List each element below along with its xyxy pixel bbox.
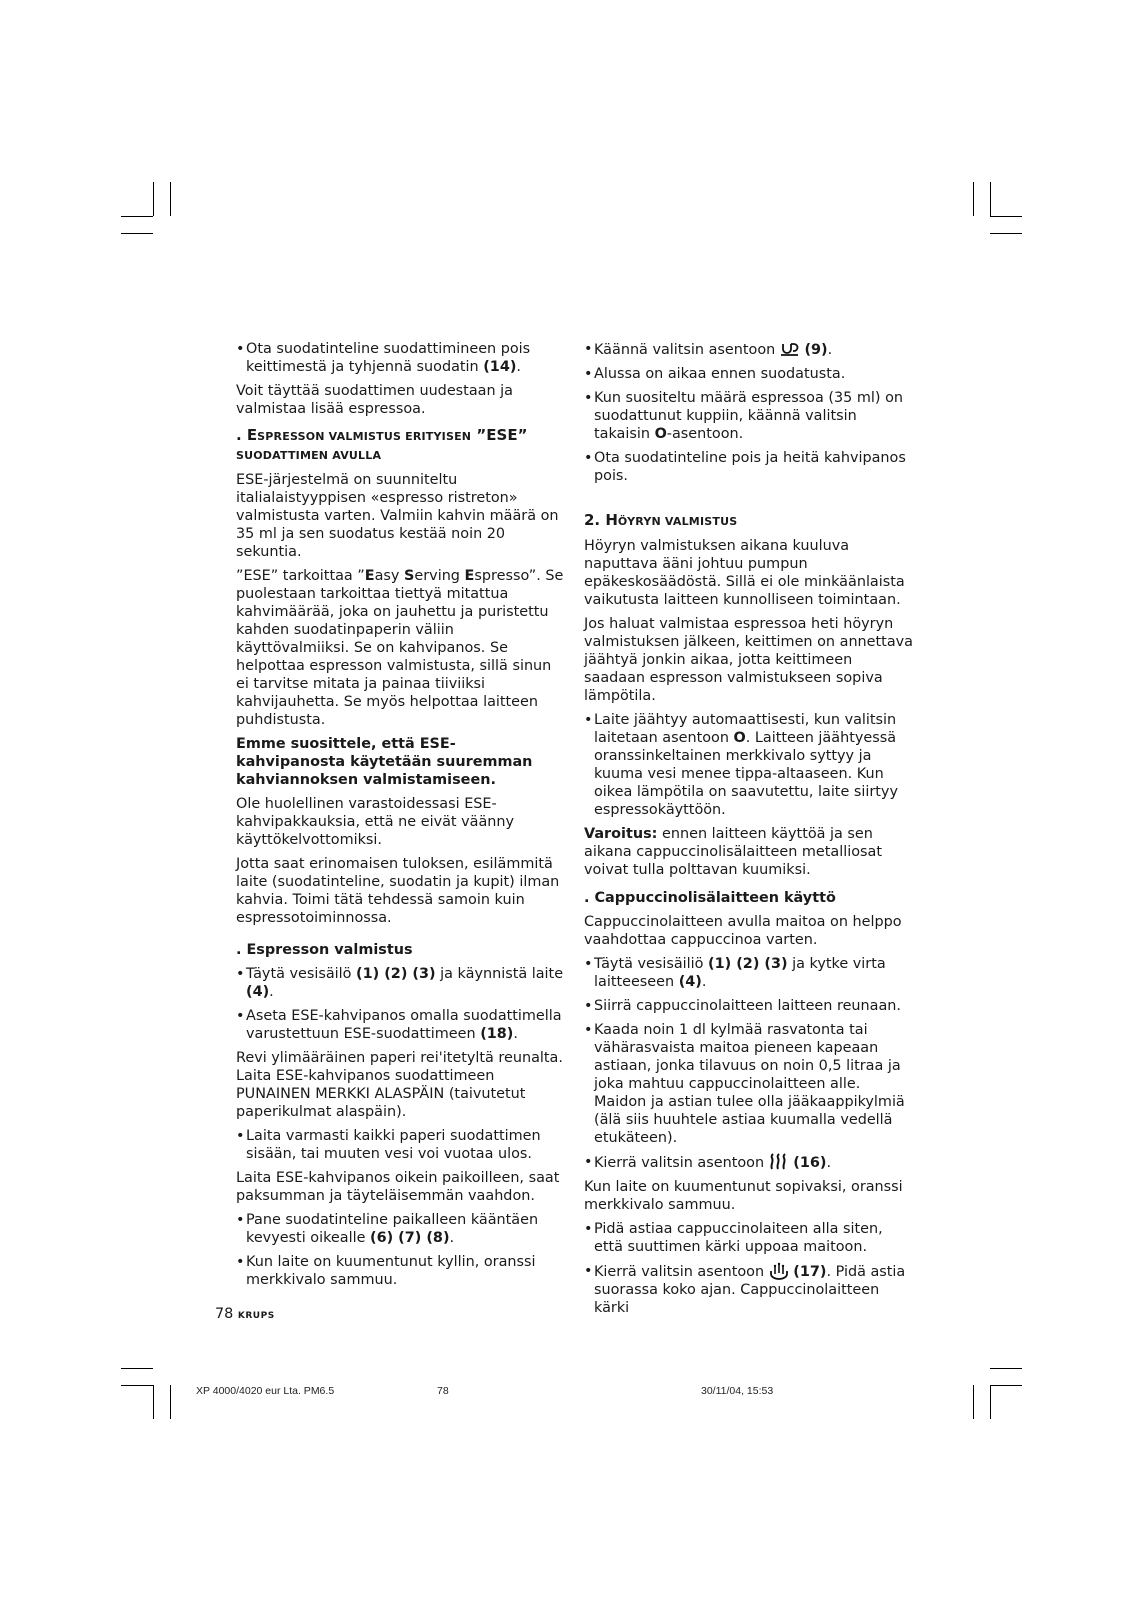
crop-mark xyxy=(153,1385,154,1419)
crop-mark xyxy=(973,182,974,216)
list-item: • Siirrä cappuccinolaitteen laitteen reunaan. xyxy=(584,998,902,1014)
section-heading: . ESPRESSON VALMISTUS ERITYISEN ”ESE” SUODATTIMEN AVULLA xyxy=(236,426,528,462)
crop-mark xyxy=(990,1368,1022,1369)
list-item: • Kaada noin 1 dl kylmää rasvatonta tai vähärasvaista maitoa pieneen kapeaan astiaan, jonka tilavuus on noin 0,5 litraa ja joka mahtuu cappuccinolaitteen alle. Maidon ja astian tulee olla jääkaappikylmiä (älä siis huuhtele astiaa kuumalla vedellä etukäteen). xyxy=(584,1022,905,1146)
paragraph: ESE-järjestelmä on suunniteltu italialaistyyppisen «espresso ristreton» valmistusta varten. Valmiin kahvin määrä on 35 ml ja sen suodatus kestää noin 20 sekuntia. xyxy=(236,472,559,560)
paragraph: ”ESE” tarkoittaa ”Easy Serving Espresso”. Se puolestaan tarkoittaa tiettyä mitattua kahvimäärää, joka on jauhettu ja puristettu kahden suodatinpaperin väliin käyttövalmiiksi. Se on kahvipanos. Se helpottaa espresson valmistusta, sillä sinun ei tarvitse mitata ja painaa tiiviiksi kahvijauhetta. Se myös helpottaa laitteen puhdistusta. xyxy=(236,568,564,728)
paragraph: Cappuccinolaitteen avulla maitoa on helppo vaahdottaa cappuccinoa varten. xyxy=(584,914,902,948)
list-item: • Kierrä valitsin asentoon (17). Pidä astia suorassa koko ajan. Cappuccinolaitteen kärki xyxy=(584,1263,906,1316)
crop-mark xyxy=(121,1368,153,1369)
list-item: • Täytä vesisäiliö (1) (2) (3) ja kytke virta laitteeseen (4). xyxy=(584,956,886,990)
section-heading: . Cappuccinolisälaitteen käyttö xyxy=(584,890,836,906)
list-item: • Laite jäähtyy automaattisesti, kun valitsin laitetaan asentoon O. Laitteen jäähtyessä oranssinkeltainen merkkivalo syttyy ja kuuma vesi menee tippa-altaaseen. Kun oikea lämpötila on saavutettu, laite siirtyy espressokäyttöön. xyxy=(584,712,898,818)
paragraph: Höyryn valmistuksen aikana kuuluva naputtava ääni johtuu pumpun epäkeskosäädöstä. Sillä ei ole minkäänlaista vaikutusta laitteen kunnolliseen toimintaan. xyxy=(584,538,905,608)
list-item: • Aseta ESE-kahvipanos omalla suodattimella varustettuun ESE-suodattimeen (18). xyxy=(236,1008,562,1042)
crop-mark xyxy=(170,182,171,216)
section-heading: 2. HÖYRYN VALMISTUS xyxy=(584,511,738,529)
footer-file-name: XP 4000/4020 eur Lta. PM6.5 xyxy=(196,1385,335,1397)
espresso-setting-icon xyxy=(780,340,800,358)
crop-mark xyxy=(121,1385,153,1386)
list-item: • Pane suodatinteline paikalleen kääntäen kevyesti oikealle (6) (7) (8). xyxy=(236,1212,539,1246)
paragraph: Revi ylimääräinen paperi rei'itetyltä reunalta. Laita ESE-kahvipanos suodattimeen PUNAINEN MERKKI ALASPÄIN (taivutetut paperikulmat alaspäin). xyxy=(236,1050,563,1120)
crop-mark xyxy=(973,1385,974,1419)
paragraph: Voit täyttää suodattimen uudestaan ja valmistaa lisää espressoa. xyxy=(236,383,513,417)
brand-name: KRUPS xyxy=(237,1311,275,1321)
warning-paragraph: Varoitus: ennen laitteen käyttöä ja sen aikana cappuccinolisälaitteen metalliosat voivat tulla polttavan kuumiksi. xyxy=(584,826,883,878)
list-item: • Ota suodatinteline pois ja heitä kahvipanos pois. xyxy=(584,450,906,484)
section-heading: . Espresson valmistus xyxy=(236,942,413,958)
list-item: • Alussa on aikaa ennen suodatusta. xyxy=(584,366,846,382)
list-item: • Käännä valitsin asentoon (9). xyxy=(584,341,833,358)
crop-mark xyxy=(153,182,154,216)
crop-mark xyxy=(121,216,153,217)
crop-mark xyxy=(990,1385,991,1419)
crop-mark xyxy=(990,233,1022,234)
left-column xyxy=(236,340,564,1295)
list-item: • Ota suodatinteline suodattimineen pois keittimestä ja tyhjennä suodatin (14). xyxy=(236,341,531,375)
list-item: • Laita varmasti kaikki paperi suodattimen sisään, tai muuten vesi voi vuotaa ulos. xyxy=(236,1128,541,1162)
crop-mark xyxy=(990,216,1022,217)
paragraph: Jos haluat valmistaa espressoa heti höyryn valmistuksen jälkeen, keittimen on annettava jäähtyä jonkin aikaa, jotta keittimeen saadaan espresson valmistukseen sopiva lämpötila. xyxy=(584,616,913,704)
paragraph: Kun laite on kuumentunut sopivaksi, oranssi merkkivalo sammuu. xyxy=(584,1179,903,1213)
page-number: 78 xyxy=(215,1306,234,1322)
bold-notice: Emme suosittele, että ESE-kahvipanosta käytetään suuremman kahviannoksen valmistamiseen. xyxy=(236,736,533,788)
page-folio xyxy=(215,1306,275,1322)
list-item: • Kun suositeltu määrä espressoa (35 ml) on suodattunut kuppiin, käännä valitsin takaisin O-asentoon. xyxy=(584,390,904,442)
list-item: • Kierrä valitsin asentoon (16). xyxy=(584,1154,832,1171)
cappuccino-setting-icon xyxy=(769,1262,789,1280)
list-item: • Täytä vesisäilö (1) (2) (3) ja käynnistä laite (4). xyxy=(236,966,564,1000)
footer-timestamp: 30/11/04, 15:53 xyxy=(701,1385,774,1397)
crop-mark xyxy=(121,233,153,234)
list-item: • Kun laite on kuumentunut kyllin, oranssi merkkivalo sammuu. xyxy=(236,1254,536,1288)
paragraph: Laita ESE-kahvipanos oikein paikoilleen, saat paksumman ja täyteläisemmän vaahdon. xyxy=(236,1170,560,1204)
crop-mark xyxy=(170,1385,171,1419)
crop-mark xyxy=(990,182,991,216)
paragraph: Jotta saat erinomaisen tuloksen, esilämmitä laite (suodatinteline, suodatin ja kupit) ilman kahvia. Toimi tätä tehdessä samoin kuin espressotoiminnossa. xyxy=(236,856,560,926)
steam-setting-icon xyxy=(769,1153,789,1171)
footer-page-number: 78 xyxy=(437,1385,449,1397)
crop-mark xyxy=(990,1385,1022,1386)
list-item: • Pidä astiaa cappuccinolaiteen alla siten, että suuttimen kärki uppoaa maitoon. xyxy=(584,1221,883,1255)
paragraph: Ole huolellinen varastoidessasi ESE-kahvipakkauksia, että ne eivät väänny käyttökelvottomiksi. xyxy=(236,796,515,848)
right-column xyxy=(584,340,914,1323)
